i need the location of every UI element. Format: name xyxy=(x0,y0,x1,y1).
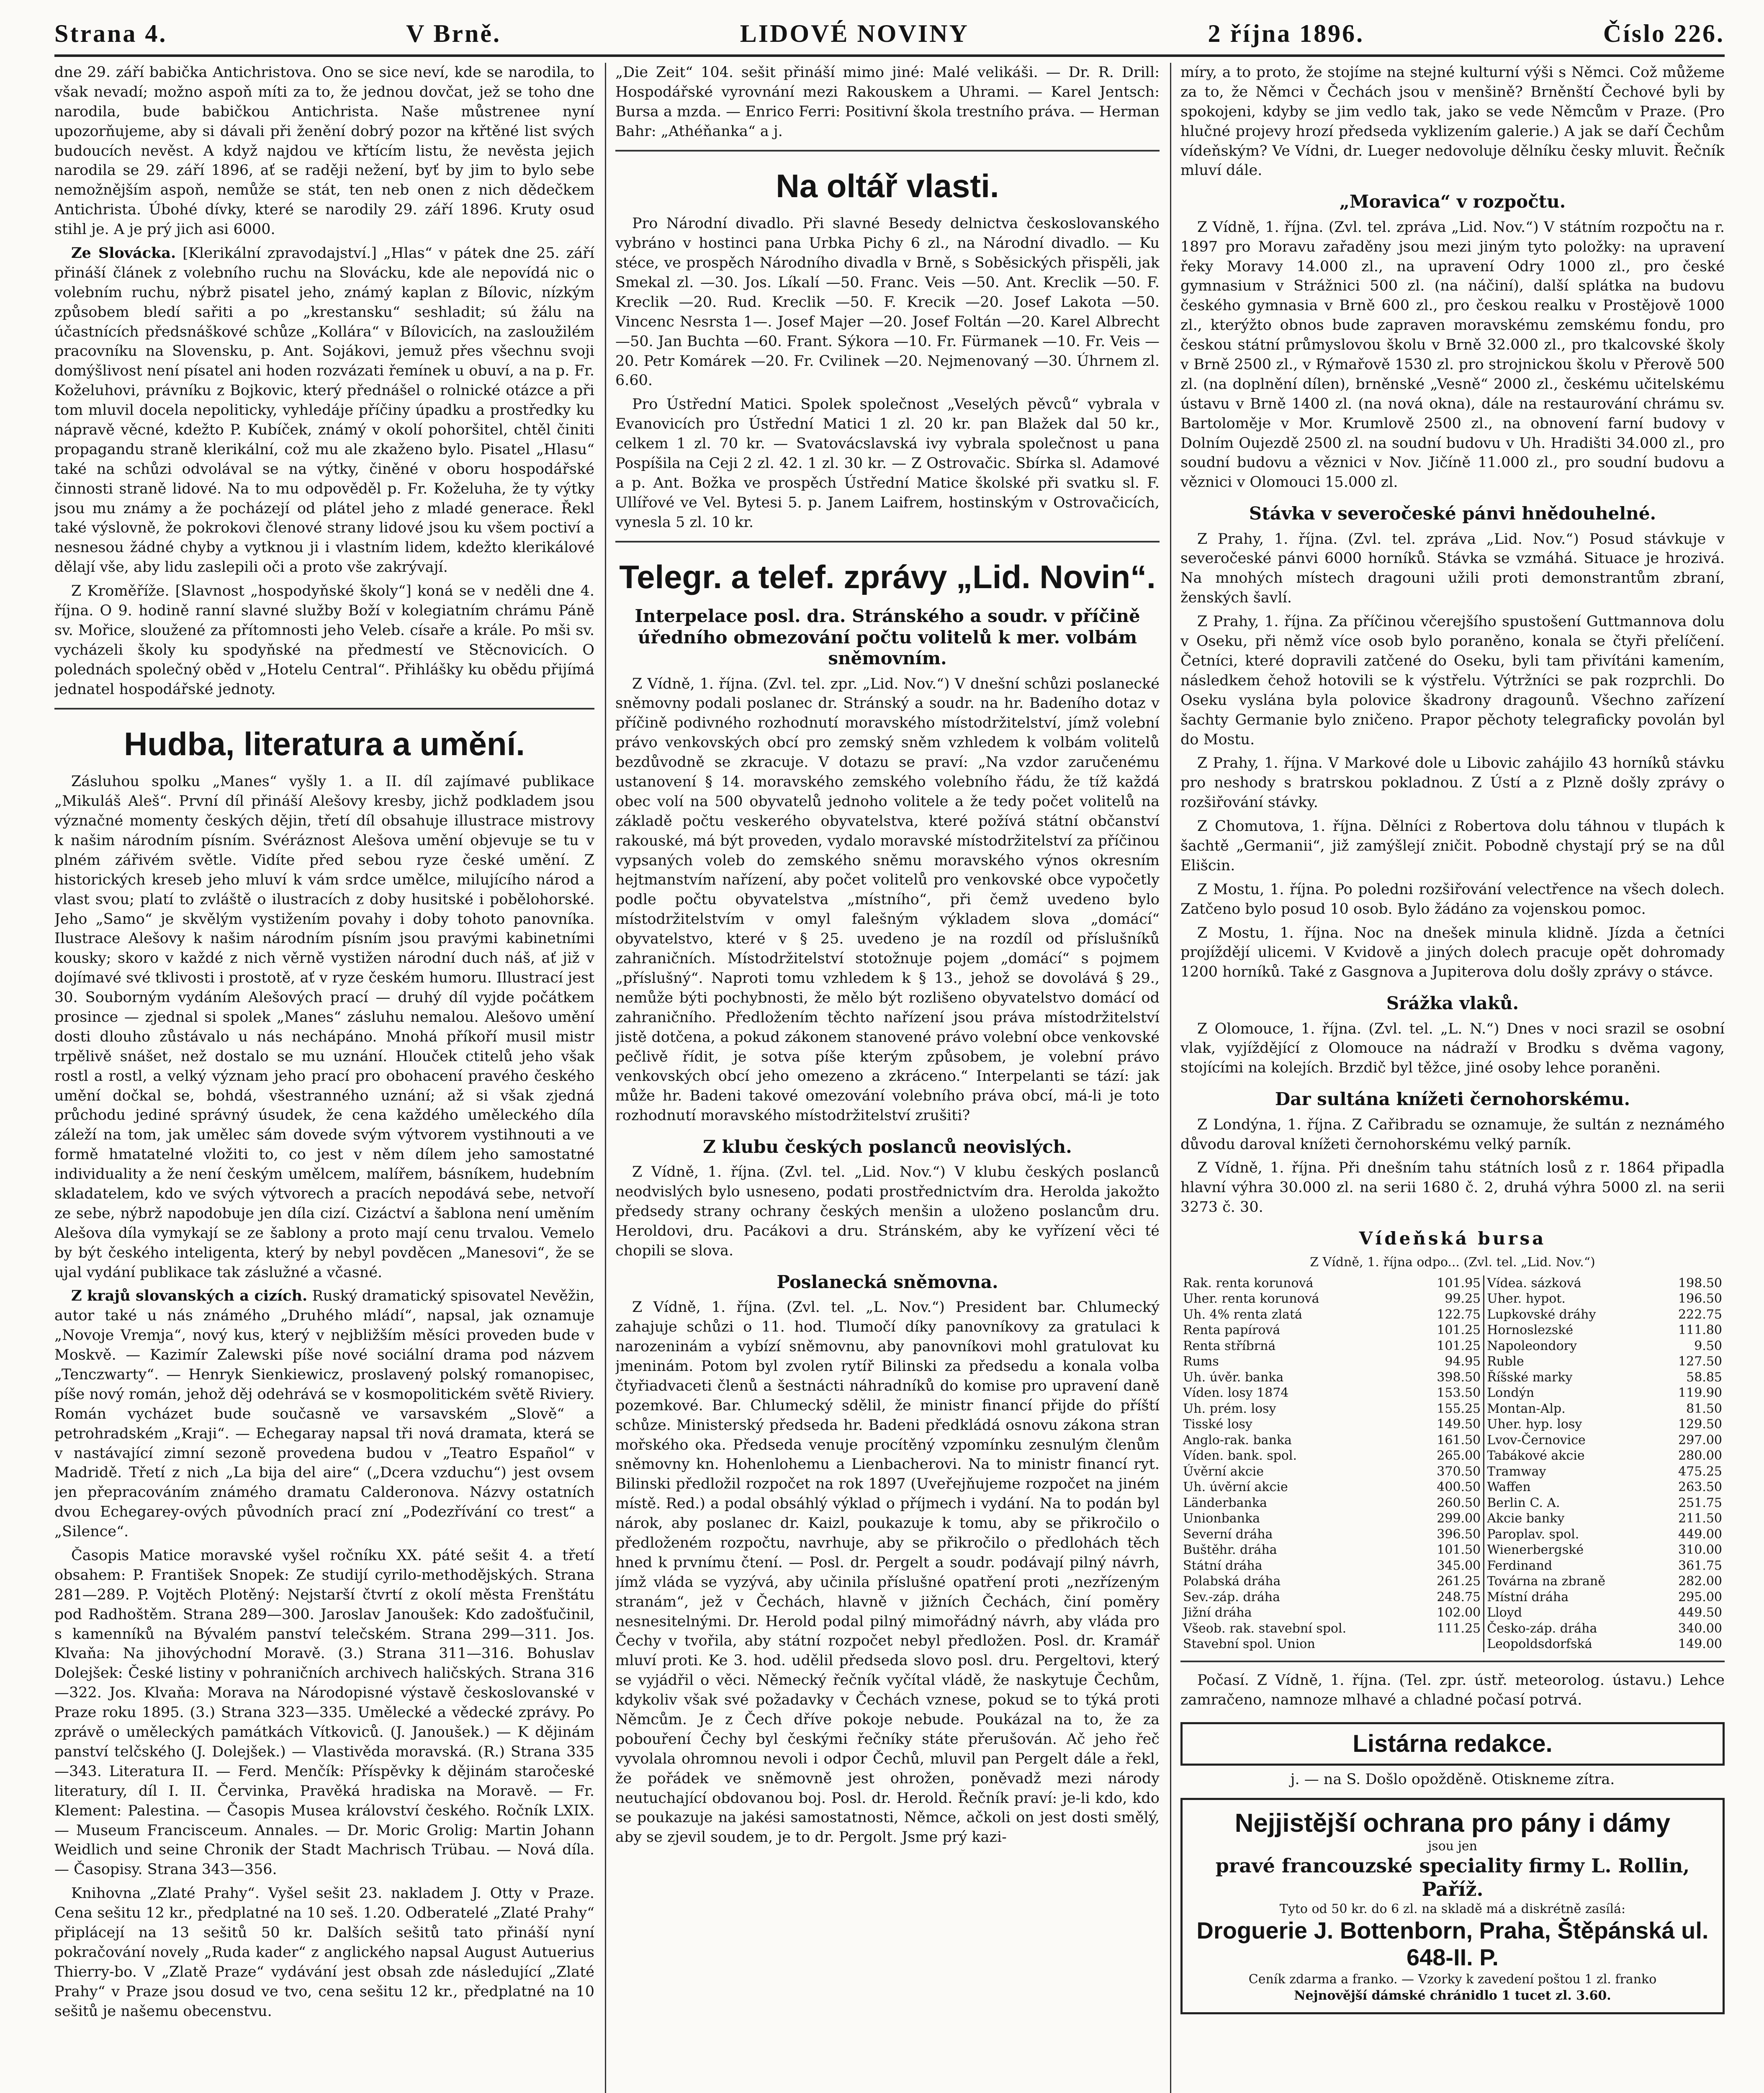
bursa-security-name: Leopoldsdorfská xyxy=(1487,1637,1592,1652)
bursa-rate: 248.75 xyxy=(1415,1589,1484,1605)
headline-klub: Z klubu českých poslanců neovislých. xyxy=(703,1136,1072,1157)
bursa-rate: 58.85 xyxy=(1686,1370,1722,1385)
article-snemovna: Z Vídně, 1. října. (Zvl. tel. „L. Nov.“) President bar. Chlumecký zahajuje schůzi o 11. hod. Tlumočí díky panovníkovy za gratulaci k narozeninám a vybízí sněmovnu, aby panovníkovi mohl gratulovat ku jmeninám. Potom byl zvolen rytíř Bilinski za předsedu a konala volba čtyřiadvaceti členů a šestnácti náhradníků do komise pro upravení daně pozemkové. Bar. Chlumecký sdělil, že ministr financí přijde do příští schůze. Ministerský předseda hr. Badeni předkládá osnovu zákona stran mořského oka. Předseda venuje procítěný vzpomínku zesnulým členům sněmovny kn. Hohenlohemu a Lienbacherovi. Na to ministr financí ryt. Bilinski předložil rozpočet na rok 1897 (Uveřejňujeme rozpočet na jiném místě. Red.) a podal obsáhlý výklad o příjmech i vydání. Na to podán byl nárok, aby poslanec dr. Kaizl, poukazuje k tomu, aby se přikročilo o předloženém rozpočtu, navrhuje, aby se přikročilo o předlohách těch hned k prvnímu čtení. — Posl. dr. Pergelt a soudr. podávají pilný návrh, jímž vláda se vyzývá, aby učinila příslušné opatření proti „nezřízeným stranám“, jež v Čechách, hlavně v jižních Čechách, činí poměry nesnesitelnými. Dr. Herold podal pilný mimořádný návrh, aby vláda pro Čechy v tvořila, aby státní rozpočet nebyl předložen. Posl. dr. Kramář mluví proti. Ke 3. hod. udělil předseda slovo posl. dru. Pergeltovi, který se vyjádřil o věci. Německý řečník vyčítal vládě, že naskytuje Čechům, kdykoliv však své požadavky v Čechách vznese, pokud se to týká proti Němcům. Je z Čech dříve pokoje nebude. Poukázal na to, že za pobouření Čechy byl českými řečníky státe přerušován. Ač jeho řeč vyvolala ohromnou nevoli i odpor Čechů, mluvil pan Pergelt dále a řekl, že pořádek ve sněmovně jest ohrožen, poněvadž mezi národy neutuchající obdovanou boj. Posl. dr. Herold. Řečník praví: je-li kdo, kdo se poukazuje na jakési samostatnosti, Němce, ačkoli on jest dosti smělý, aby se zjevil soudem, je to dr. Pergolt. Jsme prý kazi- xyxy=(615,1299,1160,1846)
bursa-rate: 361.75 xyxy=(1678,1558,1722,1573)
bursa-security-name: Uh. úvěrní akcie xyxy=(1183,1480,1288,1495)
bursa-security-name: Lupkovské dráhy xyxy=(1487,1307,1596,1322)
bursa-row xyxy=(1180,1401,1725,1417)
bursa-rate: 475.25 xyxy=(1678,1464,1722,1479)
bursa-rate: 111.25 xyxy=(1415,1621,1484,1637)
bursa-security-name: Uher. hypot. xyxy=(1487,1291,1566,1306)
bursa-rate: 129.50 xyxy=(1678,1417,1722,1432)
article-casopis-matice: Časopis Matice moravské vyšel ročníku XX. páté sešit 4. a třetí obsahem: P. František Snopek: Ze studijí cyrilo-methodějských. Strana 281—289. P. Vojtěch Plotěný: Nejstarší čtvrtí z okolí města Frenštátu pod Radhoštěm. Strana 289—300. Jaroslav Janoušek: Kdo zadošťučinil, s kamenníků na Bývalém panství telečském. Strana 299—311. Jos. Klvaňa: Na jihovýchodní Moravě. (3.) Strana 311—316. Bohuslav Dolejšek: České listiny v pohraničních archivech haličských. Strana 316—322. Jos. Klvaňa: Morava na Národopisné výstavě českoslovanské v Praze roku 1895. (3.) Strana 323—335. Umělecké a vědecké zprávy. Po zprávě o uměleckých památkách Vítkoviců. (J. Janoušek.) — K dějinám panství telčského (J. Dolejšek.) — Vlastivěda moravská. (R.) Strana 335—343. Literatura II. — Ferd. Menčík: Příspěvky k dějinám staročeské literatury, díl I. II. Červinka, Pravěká hradiska na Moravě. — Fr. Klement: Palestina. — Časopis Musea království českého. Ročník LXIX. — Museum Francisceum. Annales. — Dr. Moric Grolig: Martin Johann Weidlich und seine Chronik der Stadt Machrisch Trübau. — Nová díla. — Časopisy. Strana 343—356. xyxy=(54,1547,594,1878)
bursa-row xyxy=(1180,1370,1725,1386)
bursa-rate: 101.25 xyxy=(1415,1338,1484,1354)
bursa-row xyxy=(1180,1354,1725,1370)
bursa-rate: 101.25 xyxy=(1415,1322,1484,1338)
bursa-row xyxy=(1180,1574,1725,1589)
article-pocasi: Počasí. Z Vídně, 1. října. (Tel. zpr. ústř. meteorolog. ústavu.) Lehce zamračeno, namnoze mlhavé a chladné počasí potrvá. xyxy=(1180,1671,1725,1708)
bursa-security-name: Uher. hyp. losy xyxy=(1487,1417,1582,1432)
bursa-row xyxy=(1180,1417,1725,1432)
article-stavka-4: Z Chomutova, 1. října. Dělníci z Robertova dolu táhnou v tlupách k šachtě „Germanii“, již zamýšlejí zničit. Pobodně chystají prý se na důl Elišcin. xyxy=(1180,818,1725,874)
bursa-security-name: Paroplav. spol. xyxy=(1487,1527,1579,1542)
article-continuation: míry, a to proto, že stojíme na stejné kulturní výši s Němci. Což můžeme za to, že Němci v Čechách jsou v menšině? Brněnští Čechové byli by spokojeni, kdyby se jim vedlo tak, jako se vede Němcům v Praze. (Pro hlučné projevy hrozí předseda vyklizením galerie.) A jak se daří Čechům vídeňským? Ve Vídni, dr. Lueger nedovoluje dělníku česky mluvit. Řečník mluví dále. xyxy=(1180,64,1725,179)
article-stavka-1: Z Prahy, 1. října. (Zvl. tel. zpráva „Lid. Nov.“) Posud stávkuje v severočeské pánvi 6000 horníků. Stávka se vzmáhá. Situace je hrozivá. Na mnohých místech dragouni užili proti demonstrantům zbraní, ženských šavlí. xyxy=(1180,530,1725,607)
article-ustredni-matice: Pro Ústřední Matici. Spolek společnost „Veselých pěvců“ vybrala v Evanovicích pro Ústřední Matici 1 zl. 20 kr. pan Blažek dal 50 kr., celkem 1 zl. 70 kr. — Svatovácslavská ivy vybrala společnost u pana Pospíšila na Ceji 2 zl. 42. 1 zl. 30 kr. — Z Ostrovačic. Sbírka sl. Adamové a p. Ant. Božka ve prospěch Ústřední Matice školské při svatku sl. F. Ullířové ve Vel. Bytesi 5. p. Janem Laifrem, hostinským v Ostrovačicích, vynesla 5 zl. 10 kr. xyxy=(615,396,1160,531)
bursa-rate: 101.95 xyxy=(1415,1275,1484,1291)
bursa-rate: 99.25 xyxy=(1415,1291,1484,1307)
bursa-row xyxy=(1180,1542,1725,1558)
bursa-security-name: Wienerbergské xyxy=(1487,1543,1584,1558)
bursa-rate: 211.50 xyxy=(1678,1511,1722,1526)
bursa-rate: 127.50 xyxy=(1678,1354,1722,1369)
ad-line-4: Droguerie J. Bottenborn, Praha, Štěpánská ul. 648-II. P. xyxy=(1196,1917,1709,1971)
section-title-telegr: Telegr. a telef. zprávy „Lid. Novin“. xyxy=(619,558,1156,595)
bursa-rate: 161.50 xyxy=(1415,1432,1484,1448)
bursa-security-name: Ferdinand xyxy=(1487,1558,1553,1573)
issue-date: 2 října 1896. xyxy=(1208,19,1365,47)
bursa-security-name: Uh. 4% renta zlatá xyxy=(1183,1307,1302,1322)
bursa-security-name: Buštěhr. dráha xyxy=(1183,1543,1277,1558)
bursa-security-name: Uher. renta korunová xyxy=(1183,1291,1319,1306)
divider xyxy=(1180,1661,1725,1662)
headline-srazka: Srážka vlaků. xyxy=(1386,993,1519,1014)
bursa-rate: 198.50 xyxy=(1678,1275,1722,1291)
bursa-security-name: Montan-Alp. xyxy=(1487,1401,1566,1416)
bursa-security-name: Renta papírová xyxy=(1183,1323,1281,1338)
city-label: V Brně. xyxy=(406,19,501,47)
bursa-security-name: Tabákové akcie xyxy=(1487,1448,1585,1463)
bursa-row xyxy=(1180,1464,1725,1480)
bursa-rate: 396.50 xyxy=(1415,1527,1484,1543)
headline-stavka: Stávka v severočeské pánvi hnědouhelné. xyxy=(1249,503,1656,524)
bursa-rate: 149.50 xyxy=(1415,1417,1484,1432)
bursa-rate: 94.95 xyxy=(1415,1354,1484,1370)
bursa-rate: 149.00 xyxy=(1678,1637,1722,1652)
bursa-security-name: Všeob. rak. stavební spol. xyxy=(1183,1621,1347,1636)
bursa-row xyxy=(1180,1275,1725,1291)
bursa-row xyxy=(1180,1432,1725,1448)
bursa-security-name: Továrna na zbraně xyxy=(1487,1574,1605,1589)
bursa-rate: 282.00 xyxy=(1678,1574,1722,1589)
issue-number: Číslo 226. xyxy=(1603,19,1725,47)
masthead-title: LIDOVÉ NOVINY xyxy=(740,19,969,47)
bursa-security-name: Rums xyxy=(1183,1354,1219,1369)
bursa-rate: 102.00 xyxy=(1415,1605,1484,1621)
bursa-security-name: Česko-záp. dráha xyxy=(1487,1621,1597,1636)
bursa-rate xyxy=(1415,1636,1484,1652)
headline-sultan: Dar sultána knížeti černohorskému. xyxy=(1275,1089,1630,1110)
ad-line-3: Tyto od 50 kr. do 6 zl. na skladě má a diskrétně zasílá: xyxy=(1279,1901,1626,1916)
bursa-rate: 9.50 xyxy=(1694,1338,1722,1353)
bursa-security-name: Anglo-rak. banka xyxy=(1183,1432,1292,1448)
ad-line-2: pravé francouzské speciality firmy L. Rollin, Paříž. xyxy=(1215,1854,1690,1900)
bursa-rate: 398.50 xyxy=(1415,1370,1484,1386)
bursa-rate: 340.00 xyxy=(1678,1621,1722,1636)
article-antichrist: dne 29. září babička Antichristova. Ono se sice neví, kde se narodila, to však nevadí; možno aspoň míti za to, že jednou dovčat, jež se toho dne narodila, bude babičkou Antichrista. Naše můstrenee nyní upozorňujeme, aby si dávali při ženění dobrý pozor na křtěné list svých budoucích nevěst. A když najdou ve křtícím listu, že nevěsta jejich narodila se 29. září 1896, ať se raději nežení, byť by jim to bylo sebe nemožnějším aspoň, nemůže se stát, ten neb onen z nich dědečkem Antichrista. Úbohé dívky, které se narodily 29. září 1896. Kruty osud stihl je. A je prý jich asi 6000. xyxy=(54,64,594,238)
bursa-rate: 295.00 xyxy=(1678,1589,1722,1604)
column-rule xyxy=(605,63,606,2093)
bursa-rate: 251.75 xyxy=(1678,1495,1722,1510)
bursa-security-name: Tramway xyxy=(1487,1464,1546,1479)
bursa-rate: 101.50 xyxy=(1415,1542,1484,1558)
column-1 xyxy=(54,63,594,2093)
bursa-row xyxy=(1180,1558,1725,1574)
bursa-rate: 449.00 xyxy=(1678,1527,1722,1542)
ad-line-6: Nejnovější dámské chránidlo 1 tucet zl. 3.60. xyxy=(1294,1988,1611,2003)
listarna-title: Listárna redakce. xyxy=(1180,1722,1725,1766)
article-interpelace: Z Vídně, 1. října. (Zvl. tel. zpr. „Lid. Nov.“) V dnešní schůzi poslanecké sněmovny podali poslanec dr. Stránský a soudr. na hr. Badeního dotaz v příčině podivného rozhodnutí moravského místodržitelství, jímž volební právo venkovských obcí pro zemský sněm vzhledem k volbám volitelů bezdůvodně se zkracuje. V dotazu se praví: „Na vzdor zaručenému ustanovení § 14. moravského zemského volebního řádu, že tíž každá obec volí na 500 obyvatelů jednoho volitele a že tedy počet volitelů na základě počtu veskerého obyvatelstva, které požívá státní občanství rakouské, má být proveden, vydalo moravské místodržitelství za příčinou vypsaných voleb do zemského sněmu moravského výnos okresním hejtmanstvím nařízení, aby počet volitelů pro venkovské obce vypočetly podle počtu obyvatelstva „místního“, při čemž uvedeno bylo místodržitelstvím v omyl falešným výkladem slova „domácí“ obyvatelstvo, které v § 25. uvedeno je na rozdíl od příslušníků zahraničních. Místodržitelství stotožnuje pojem „domácí“ s pojmem „příslušný“. Naproti tomu vzhledem k § 13., jehož se dovolává § 29., nemůže býti pochybnosti, že mělo být rozlišeno obyvatelstvo domácí od zahraničního. Předložením těchto nařízení jsou práva místodržitelství jistě dotčena, a pokud zákonem stanovené právo volební obce venkovské pečlivě řídit, je sotva píše kterým způsobem, je volební právo venkovských obcí jeho omezeno a zkráceno.“ Interpelanti se tází: jak může hr. Badeni takové omezování volebního práva obcí, má-li je toto rozhodnutí moravského místodržitelství zrušiti? xyxy=(615,675,1160,1124)
ad-line-1: jsou jen xyxy=(1428,1839,1477,1854)
bursa-security-name: Rak. renta korunová xyxy=(1183,1275,1314,1291)
bursa-table xyxy=(1180,1275,1725,1652)
bursa-security-name: Lloyd xyxy=(1487,1605,1522,1620)
divider xyxy=(615,541,1160,543)
article-stavka-5: Z Mostu, 1. října. Po poledni rozšiřování velectřence na všech dolech. Zatčeno bylo posud 10 osob. Bylo žádáno za vojenskou pomoc. xyxy=(1180,881,1725,918)
bursa-rate: 449.50 xyxy=(1678,1605,1722,1620)
bursa-security-name: Místní dráha xyxy=(1487,1589,1569,1604)
bursa-row xyxy=(1180,1322,1725,1338)
bursa-security-name: Polabská dráha xyxy=(1183,1574,1281,1589)
bursa-row xyxy=(1180,1636,1725,1652)
article-ales: Zásluhou spolku „Manes“ vyšly 1. a II. díl zajímavé publikace „Mikuláš Aleš“. První díl přináší Alešovy kresby, jichž podkladem jsou význačné momenty českých dějin, třetí díl obsahuje illustrace mistrovy k našim národním písním. Svéráznost Alešova umění objevuje se tu v plném zářivém světle. Vidíte před sebou ryze české umění. Z historických kreseb jeho mluví k vám srdce umělce, milujícího národ a vlast svou; platí to zvláště o ilustracích z doby husitské i pobělohorské. Jeho „Samo“ je skvělým vystižením povahy i doby tohoto panovníka. Ilustrace Alešovy k našim národním písním jsou pravými kabinetními kousky; skoro v každé z nich věrně vystižen národní duch náš, ať již v dojímavé své tklivosti i prostotě, ať v ryze českém humoru. Illustrací jest 30. Souborným vydáním Alešových prací — druhý díl vyjde počátkem prosince — zjednal si spolek „Manes“ zásluhu nemalou. Alešovo umění dosti dlouho zůstávalo u nás nechápáno. Mnohá příkoří musil mistr trpělivě snášet, než dostalo se mu uznání. Hlouček ctitelů jeho však rostl a rostl, a velký význam jeho prací pro obohacení pravého českého umění dočkal se, bohdá, všestranného uznání; až si však zjedná průchodu jediné správný úsudek, že cena každého uměleckého díla záleží na tom, jak umělec sám dovede svým výtvorem vystihnouti a ve formě hmatatelné vložiti to, co jest v něm dílem jeho samostatné individuality a že není českým umělcem, malířem, básníkem, hudebním skladatelem, kdo ve svých výtvorech a pracích nepodává sebe, netvoří ze sebe, nýbrž napodobuje jen díla cizí. Cizáctví a šablona není uměním Alešova díla vymykají se ze šablony a proto mají cenu trvalou. Vemelo by být českého inteligenta, který by nebyl povděcen „Manesovi“, že se ujal vydání publikace tak záslužné a včasné. xyxy=(54,773,594,1281)
ad-line-5: Ceník zdarma a franko. — Vzorky k zavedení poštou 1 zl. franko xyxy=(1248,1972,1657,1987)
ad-headline: Nejjistější ochrana pro pány i dámy xyxy=(1234,1809,1671,1838)
bursa-rate: 111.80 xyxy=(1678,1323,1722,1338)
page-header xyxy=(54,13,1725,57)
article-kromeriz: Z Kroměříže. [Slavnost „hospodyňské školy“] koná se v neděli dne 4. října. O 9. hodině ranní slavné služby Boží v kolegiatním chrámu Páně sv. Mořice, sloužené za přítomnosti jeho Veleb. císaře a krále. Po mši sv. vycházeli školy ku spodyňské na předmestí ve Stěcnovicích. O polednách společný oběd v „Hotelu Central“. Přihlášky ku obědu přijímá jednatel hospodářské jednoty. xyxy=(54,583,594,698)
bursa-row xyxy=(1180,1479,1725,1495)
bursa-row xyxy=(1180,1291,1725,1307)
bursa-rate: 265.00 xyxy=(1415,1448,1484,1464)
article-stavka-2: Z Prahy, 1. října. Za příčinou včerejšího spustošení Guttmannova dolu v Oseku, při němž více osob bylo poraněno, konala se čtyři přelíčení. Četníci, které dopravili zatčené do Oseku, byli tam přivítáni kamením, následkem čehož hotovili se k výstřelu. Výtržníci se pak rozprchli. Do Oseku vyslána byla polovice škadrony dragounů. Všechno zařízení šachty Germanie bylo zničeno. Prapor pěchoty telegraficky povolán byl do Mostu. xyxy=(1180,613,1725,748)
bursa-rate: 261.25 xyxy=(1415,1574,1484,1589)
article-slovacko xyxy=(54,244,594,577)
bursa-row xyxy=(1180,1385,1725,1401)
article-stavka-6: Z Mostu, 1. října. Noc na dnešek minula klidně. Jízda a četníci projíždějí ulicemi. V Kvidově a jiných dolech pracuje opět dohromady 1200 horníků. Také z Gasgnova a Jupiterova dolu došly zprávy o stávce. xyxy=(1180,924,1725,981)
bursa-rate: 370.50 xyxy=(1415,1464,1484,1480)
article-moravica: Z Vídně, 1. října. (Zvl. tel. zpráva „Lid. Nov.“) V státním rozpočtu na r. 1897 pro Moravu zařaděny jsou mezi jiným tyto položky: na upravení řeky Moravy 14.000 zl., na upravení Odry 1000 zl., pro české gymnasium v Strážnici 500 zl. (na náčiní), další splátka na budovu českého gymnasia v Brně 600 zl., pro českou realku v Prostějově 1000 zl., kterýžto obnos bude zapraven moravskému zemskému fondu, pro českou státní průmyslovou školu v Brně 32.000 zl., pro tkalcovské školy v Brně 2500 zl., v Rýmařově 1530 zl. pro strojnickou školu v Přerově 500 zl. (na doplnění dílen), brněnské „Vesně“ 2000 zl., českému učitelskému ústavu v Brně 1400 zl. (na nová okna), dále na restaurování chrámu sv. Bartoloměje v Mor. Krumlově 2500 zl., na obnovení farní budovy v Dolním Oujezdě 2500 zl. na soudní budovu v Uh. Hradišti 34.000 zl., pro soudní budovu a věznici v Nov. Jičíně 11.000 zl., pro soudní budovu a věznici v Olomouci 15.000 zl. xyxy=(1180,219,1725,491)
article-narodni-divadlo: Pro Národní divadlo. Při slavné Besedy delnictva českoslovanského vybráno v hostinci pana Urbka Pichy 6 zl., na Národní divadlo. — Ku stéce, ve prospěch Národního divadla v Brně, s Soběsických přispěli, jak Smekal zl. —30. Jos. Líkalí —50. Franc. Veis —50. Ant. Kreclik —50. F. Kreclik —20. Rud. Kreclik —50. F. Krecik —20. Josef Lakota —50. Vincenc Nesrsta 1—. Josef Majer —20. Josef Foltán —20. Karel Albrecht —50. Jan Buchta —60. Frant. Sýkora —10. Fr. Fürmanek —10. Fr. Veis —20. Petr Komárek —20. Fr. Cvilinek —20. Nejmenovaný —30. Úhrnem zl. 6.60. xyxy=(615,215,1160,389)
bursa-row xyxy=(1180,1605,1725,1621)
article-slovacko-lead: Ze Slovácka. xyxy=(71,244,176,262)
headline-bursa: Vídeňská bursa xyxy=(1359,1228,1546,1249)
bursa-security-name: Tisské losy xyxy=(1183,1417,1252,1432)
article-kraju xyxy=(54,1286,594,1542)
column-rule xyxy=(1170,63,1171,2093)
article-stavka-3: Z Prahy, 1. října. V Markové dole u Libovic zahájilo 43 horníků stávku pro neshody s bratrskou pokladnou. Z Ústí a z Plzně došly zprávy o rozšiřování stávky. xyxy=(1180,755,1725,811)
bursa-row xyxy=(1180,1589,1725,1605)
bursa-row xyxy=(1180,1495,1725,1511)
bursa-row xyxy=(1180,1307,1725,1323)
article-slovacko-body: [Klerikální zpravodajství.] „Hlas“ v pátek dne 25. září přináší článek z volebního ruchu na Slovácku, kde ale nepovídá nic o volebním ruchu, nýbrž pisatel jeho, známý kaplan z Bílovic, nízkým způsobem bledí sařiti a po „krestansku“ seshladit; sú žálu na účastnících předsnáškové schůze „Kollára“ v Bílovicích, na zasloužilém pracovníku na Slovensku, p. Ant. Sojákovi, jemuž přes všechnu svoji domýšlivost není písatel ani hoden rozvázati řemínek u obuví, a na p. Fr. Koželuhovi, právníku z Bojkovic, který přednášel o rolnické otázce a při tom mluvil docela nepoliticky, vyhledáje příčiny úpadku a prostředky ku nápravě věcné, kdežto P. Kubíček, známý v okolí pohoršitel, chtěl činiti propagandu straně klerikální, což mu ale zkaženo bylo. Pisatel „Hlasu“ také na schůzi odvolával se na výtky, činěné v oboru hospodářské činnosti straně lidové. Na to mu odpověděl p. Fr. Koželuha, že ty výtky jsou mu známy a že pocházejí od plátel jeho z mladé generace. Řekl také výslovně, že pokrokovi členové strany lidové jsou ku všem poctiví a nesnesou žádné chyby a vytknou ji i vlastním lidem, kdežto klerikálové dělají vše, aby lidu zaslepili oči a proto vše zakrývají. xyxy=(54,245,594,576)
bursa-security-name: Uh. úvěr. banka xyxy=(1183,1370,1284,1385)
bursa-security-name: Vídea. sázková xyxy=(1487,1275,1581,1291)
bursa-security-name: Víden. losy 1874 xyxy=(1183,1386,1289,1401)
article-kraju-body: Ruský dramatický spisovatel Nevěžin, autor také u nás známého „Druhého mládí“, napsal, jak oznamuje „Novoje Vremja“, nový kus, který v nejbližším měsíci proveden bude v Moskvě. — Kazimír Zalewski píše nové sociální drama pod názvem „Tenczwarty“. — Henryk Sienkiewicz, proslavený polský romanopisec, píše nový román, jehož děj odehrává se v kosmopolitickém světě Riviery. Román vycházet bude současně ve varsavském „Slově“ a petrohradském „Kraji“. — Echegaray napsal tři nová dramata, která se v nastávající zimní sezoně provedena budou v „Teatro Español“ v Madridě. Třetí z nich „La bija del aire“ („Dcera vzduchu“) jest ovsem jen přepracováním známého dramatu Calderonova. Názvy ostatních dvou Echegarey-ových původních prací zní „Podezřívání co trest“ a „Silence“. xyxy=(54,1288,594,1540)
bursa-row xyxy=(1180,1511,1725,1527)
bursa-security-name: Ruble xyxy=(1487,1354,1524,1369)
bursa-rate: 196.50 xyxy=(1678,1291,1722,1306)
headline-interpelace: Interpelace posl. dra. Stránského a soudr. v příčině úředního obmezování počtu volitelů k mer. volbám sněmovním. xyxy=(635,606,1140,669)
bursa-security-name: Říšské marky xyxy=(1487,1370,1573,1385)
bursa-security-name: Londýn xyxy=(1487,1386,1535,1401)
bursa-security-name: Severní dráha xyxy=(1183,1527,1273,1542)
bursa-security-name: Stavební spol. Union xyxy=(1183,1637,1315,1652)
article-die-zeit: „Die Zeit“ 104. sešit přináší mimo jiné: Malé velikáši. — Dr. R. Drill: Hospodářské vyrovnání mezi Rakouskem a Uhrami. — Karel Jentsch: Bursa a mzda. — Enrico Ferri: Positivní škola trestního práva. — Herman Bahr: „Athéňanka“ a j. xyxy=(615,64,1160,140)
advertisement-rollin xyxy=(1180,1798,1725,2014)
bursa-rate: 299.00 xyxy=(1415,1511,1484,1527)
bursa-security-name: Länderbanka xyxy=(1183,1495,1267,1510)
headline-snemovna: Poslanecká sněmovna. xyxy=(777,1271,998,1292)
bursa-security-name: Státní dráha xyxy=(1183,1558,1263,1573)
bursa-security-name: Akcie banky xyxy=(1487,1511,1565,1526)
bursa-security-name: Jižní dráha xyxy=(1183,1605,1252,1620)
bursa-rate: 280.00 xyxy=(1678,1448,1722,1463)
bursa-rate: 155.25 xyxy=(1415,1401,1484,1417)
bursa-row xyxy=(1180,1621,1725,1637)
bursa-row xyxy=(1180,1527,1725,1543)
article-tah-losu: Z Vídně, 1. října. Při dnešním tahu státních losů z r. 1864 připadla hlavní výhra 30.000 zl. na serii 1680 č. 2, druhá výhra 5000 zl. na serii 3273 č. 30. xyxy=(1180,1160,1725,1216)
bursa-row xyxy=(1180,1448,1725,1464)
column-2 xyxy=(615,63,1160,2093)
column-3 xyxy=(1180,63,1725,2093)
listarna-body: j. — na S. Došlo opožděně. Otiskneme zítra. xyxy=(1290,1771,1615,1788)
headline-moravica: „Moravica“ v rozpočtu. xyxy=(1339,191,1566,212)
bursa-rate: 81.50 xyxy=(1686,1401,1722,1416)
bursa-security-name: Renta stříbrná xyxy=(1183,1338,1276,1353)
divider xyxy=(54,708,594,710)
bursa-security-name: Lvov-Černovice xyxy=(1487,1432,1586,1448)
article-klub: Z Vídně, 1. října. (Zvl. tel. „Lid. Nov.“) V klubu českých poslanců neodvislých bylo usneseno, podati prostřednictvím dra. Herolda jakožto předsedy strany ochrany českých menšin a uloženo poslancům dru. Heroldovi, dru. Pacákovi a dru. Stránském, aby ke vyřízení věci té chopili se slova. xyxy=(615,1164,1160,1260)
bursa-security-name: Unionbanka xyxy=(1183,1511,1260,1526)
bursa-rate: 310.00 xyxy=(1678,1543,1722,1558)
bursa-security-name: Sev.-záp. dráha xyxy=(1183,1589,1280,1604)
article-knihovna: Knihovna „Zlaté Prahy“. Vyšel sešit 23. nakladem J. Otty v Praze. Cena sešitu 12 kr., předplatné na 10 seš. 1.20. Odberatelé „Zlaté Prahy“ připlácejí na 13 sešitů 50 kr. Dalších sešitů tato přináší nyní pokračování novely „Ruda kader“ z anglického napsal August Autuerius Thierry-bo. V „Zlatě Praze“ vydávání jest obsah zde následující „Zlaté Prahy“ v Praze jsou dosud ve tvo, cena sešitu 12 kr., předplatné na 10 sešitů je našemu obecenstvu. xyxy=(54,1885,594,2020)
bursa-security-name: Berlin C. A. xyxy=(1487,1495,1560,1510)
bursa-row xyxy=(1180,1338,1725,1354)
article-srazka: Z Olomouce, 1. října. (Zvl. tel. „L. N.“) Dnes v noci srazil se osobní vlak, vyjíždějící z Olomouce na nádraží v Brodku s dvěma vagony, stojícími na kolejích. Brzdič byl těžce, jiné osoby lehce poraněni. xyxy=(1180,1020,1725,1077)
section-title-hudba: Hudba, literatura a umění. xyxy=(124,725,525,762)
bursa-rate: 345.00 xyxy=(1415,1558,1484,1574)
bursa-security-name: Hornoslezské xyxy=(1487,1323,1574,1338)
bursa-security-name: Uh. prém. losy xyxy=(1183,1401,1276,1416)
article-sultan: Z Londýna, 1. října. Z Cařibradu se oznamuje, že sultán z neznámého důvodu daroval knížeti černohorskému velký parník. xyxy=(1180,1116,1725,1153)
article-kraju-lead: Z krajů slovanských a cizích. xyxy=(71,1287,308,1305)
bursa-security-name: Víden. bank. spol. xyxy=(1183,1448,1297,1463)
bursa-rate: 122.75 xyxy=(1415,1307,1484,1323)
bursa-rate: 222.75 xyxy=(1678,1307,1722,1322)
section-title-oltar: Na oltář vlasti. xyxy=(776,167,999,204)
bursa-rate: 297.00 xyxy=(1678,1432,1722,1448)
bursa-security-name: Úvěrní akcie xyxy=(1183,1464,1264,1479)
bursa-security-name: Waffen xyxy=(1487,1480,1531,1495)
bursa-rate: 119.90 xyxy=(1678,1386,1722,1401)
bursa-rate: 153.50 xyxy=(1415,1385,1484,1401)
bursa-rate: 260.50 xyxy=(1415,1495,1484,1511)
bursa-subtitle: Z Vídně, 1. října odpo... (Zvl. tel. „Lid. Nov.“) xyxy=(1310,1255,1595,1270)
bursa-security-name: Napoleondory xyxy=(1487,1338,1577,1353)
divider xyxy=(615,150,1160,152)
bursa-rate: 400.50 xyxy=(1415,1479,1484,1495)
bursa-rate: 263.50 xyxy=(1678,1480,1722,1495)
page-number: Strana 4. xyxy=(54,19,167,47)
